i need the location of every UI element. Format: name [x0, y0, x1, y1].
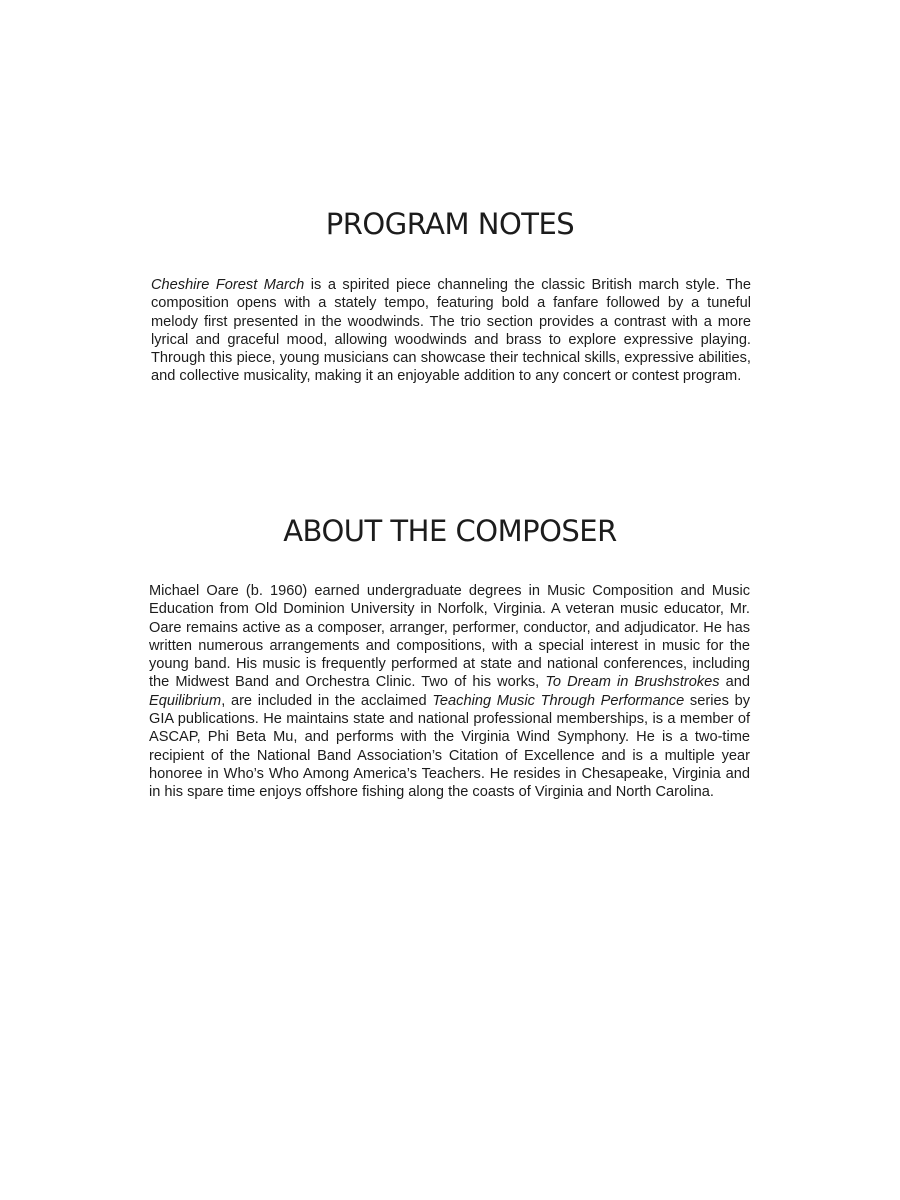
- program-notes-heading: PROGRAM NOTES: [325, 207, 575, 241]
- composer-bio-text-3: , are included in the acclaimed: [221, 692, 433, 709]
- piece-title: Cheshire Forest March: [151, 277, 305, 293]
- work-title-1: To Dream in Brushstrokes: [545, 674, 720, 691]
- composer-bio-text-4: series by GIA publications. He maintains state and national professional memberships, is a member of ASCAP, Phi Beta Mu, and performs with the Virginia Wind Symphony. He is a two-time recipient of the National Band Association’s Citation of Excellence and is a multiple year honoree in Who’s Who Among America’s Teachers. He resides in Chesapeake, Virginia and in his spare time enjoys offshore fishing along the coasts of Virginia and North Carolina.: [149, 692, 750, 801]
- about-composer-heading: ABOUT THE COMPOSER: [283, 514, 617, 548]
- program-notes-body: is a spirited piece channeling the classic British march style. The composition opens with a stately tempo, featuring bold a fanfare followed by a tuneful melody first presented in the woodwinds. The trio section provides a contrast with a more lyrical and graceful mood, allowing woodwinds and brass to explore expressive playing. Through this piece, young musicians can showcase their technical skills, expressive abilities, and collective musicality, making it an enjoyable addition to any concert or contest program.: [151, 277, 751, 385]
- work-title-2: Equilibrium: [149, 692, 222, 709]
- composer-bio-text-1: Michael Oare (b. 1960) earned undergraduate degrees in Music Composition and Music Education from Old Dominion University in Norfolk, Virginia. A veteran music educator, Mr. Oare remains active as a composer, arranger, performer, conductor, and adjudicator. He has written numerous arrangements and compositions, with a special interest in music for the young band. His music is frequently performed at state and national conferences, including the Midwest Band and Orchestra Clinic. Two of his works,: [149, 583, 750, 691]
- composer-bio-text-2: and: [719, 674, 750, 691]
- about-composer-paragraph: [149, 582, 750, 802]
- series-title: Teaching Music Through Performance: [432, 692, 685, 709]
- program-notes-paragraph: [151, 276, 751, 386]
